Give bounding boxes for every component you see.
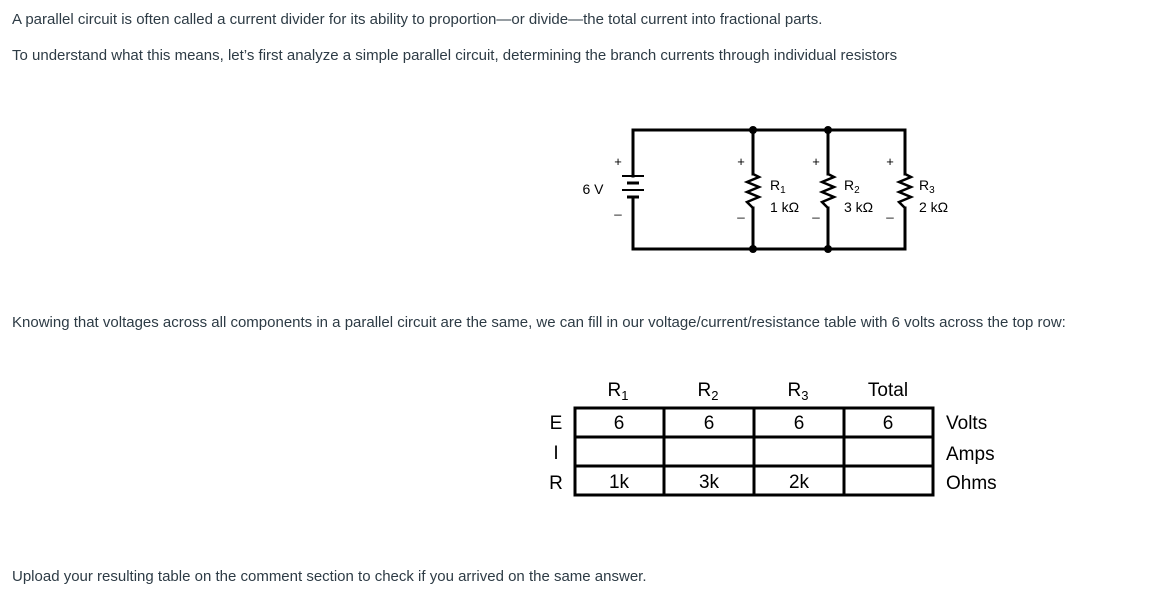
unit-amps: Amps — [946, 444, 995, 465]
battery-voltage-label: 6 V — [582, 181, 604, 197]
cell-r-r3: 2k — [788, 472, 810, 493]
row-label-r: R — [549, 473, 563, 494]
r1-plus-sign: + — [737, 154, 745, 169]
column-header-r2: $R_2$ — [697, 380, 719, 403]
cell-r-r2: 3k — [698, 472, 720, 493]
upload-instruction-paragraph: Upload your resulting table on the comment section to check if you arrived on the same answer. — [12, 568, 647, 585]
cell-e-r2: 6 — [703, 413, 715, 434]
battery-plus-sign: + — [614, 154, 622, 169]
r1-name-label: $R_1$ — [770, 177, 786, 196]
unit-ohms: Ohms — [946, 473, 997, 494]
r1-value-label: 1 kΩ — [770, 199, 800, 215]
r2-value-label: 3 kΩ — [844, 199, 874, 215]
table-intro-paragraph: Knowing that voltages across all components in a parallel circuit are the same, we can fill in our voltage/current/resistance table with 6 volts across the top row: — [12, 314, 1066, 331]
row-label-e: E — [549, 413, 563, 434]
row-label-i: I — [553, 443, 559, 464]
column-header-r3: $R_3$ — [787, 380, 809, 403]
r1-minus-sign: _ — [737, 204, 745, 219]
r2-minus-sign: _ — [812, 204, 820, 219]
r3-minus-sign: _ — [886, 204, 894, 219]
r3-value-label: 2 kΩ — [919, 199, 949, 215]
cell-e-total: 6 — [882, 413, 894, 434]
column-header-r1: $R_1$ — [607, 380, 629, 403]
analysis-paragraph: To understand what this means, let’s first analyze a simple parallel circuit, determining the branch currents through individual resistors — [12, 47, 898, 64]
cell-e-r1: 6 — [613, 413, 625, 434]
r2-plus-sign: + — [812, 154, 820, 169]
battery-minus-sign: _ — [614, 201, 622, 216]
unit-volts: Volts — [946, 413, 988, 434]
r3-name-label: $R_3$ — [919, 177, 935, 196]
r3-plus-sign: + — [886, 154, 894, 169]
cell-e-r3: 6 — [793, 413, 805, 434]
column-header-total: Total — [867, 380, 909, 401]
r2-name-label: $R_2$ — [844, 177, 860, 196]
intro-paragraph: A parallel circuit is often called a current divider for its ability to proportion—or divide—the total current into fractional parts. — [12, 11, 823, 28]
cell-r-r1: 1k — [608, 472, 630, 493]
